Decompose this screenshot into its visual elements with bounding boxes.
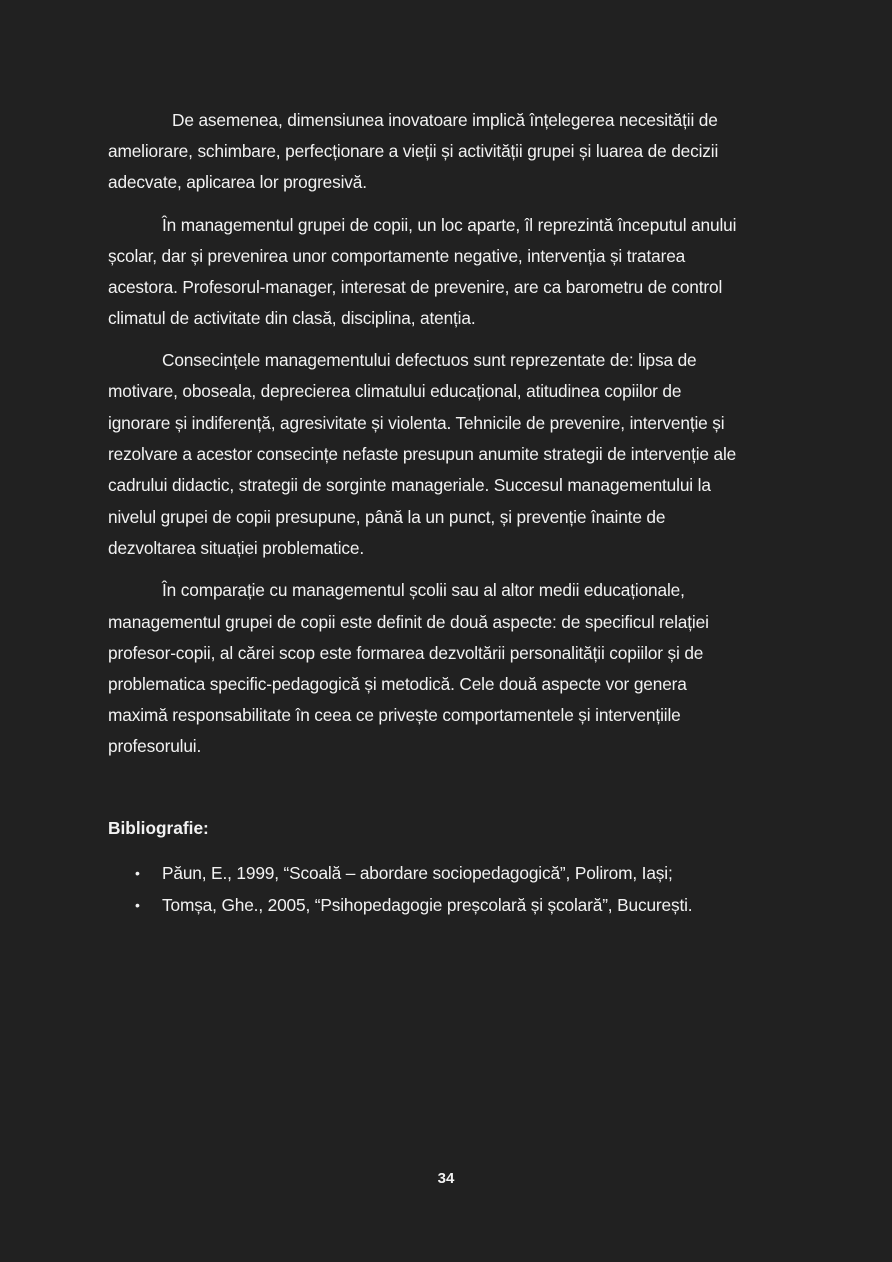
bibliography-heading: Bibliografie:: [108, 818, 209, 838]
bibliography-item: [135, 895, 692, 915]
paragraph-line: profesorului.: [108, 736, 202, 756]
paragraph-line: De asemenea, dimensiunea inovatoare implică înțelegerea necesității de: [172, 110, 718, 130]
paragraph-line: În comparație cu managementul școlii sau al altor medii educaționale,: [162, 580, 685, 600]
paragraph-line: adecvate, aplicarea lor progresivă.: [108, 172, 367, 192]
paragraph-line: Consecințele managementului defectuos sunt reprezentate de: lipsa de: [162, 350, 697, 370]
paragraph-line: dezvoltarea situației problematice.: [108, 538, 365, 558]
paragraph-line: rezolvare a acestor consecințe nefaste presupun anumite strategii de intervenție ale: [108, 444, 737, 464]
paragraph-line: acestora. Profesorul-manager, interesat de prevenire, are ca barometru de control: [108, 277, 723, 297]
paragraph-line: ameliorare, schimbare, perfecționare a vieții și activității grupei și luarea de decizii: [108, 141, 719, 161]
paragraph-line: managementul grupei de copii este definit de două aspecte: de specificul relației: [108, 612, 709, 632]
bibliography-item-text: Tomșa, Ghe., 2005, “Psihopedagogie preșcolară și școlară”, București.: [162, 895, 693, 915]
paragraph-line: profesor-copii, al cărei scop este formarea dezvoltării personalității copiilor și de: [108, 643, 704, 663]
bibliography-item-text: Păun, E., 1999, “Scoală – abordare sociopedagogică”, Polirom, Iași;: [162, 863, 673, 883]
page-number: 34: [437, 1170, 455, 1187]
bibliography-item: [135, 863, 673, 883]
paragraph-line: școlar, dar și prevenirea unor comportamente negative, intervenția și tratarea: [108, 246, 686, 266]
paragraph-line: maximă responsabilitate în ceea ce privește comportamentele și intervențiile: [108, 705, 681, 725]
paragraph-line: climatul de activitate din clasă, disciplina, atenția.: [108, 308, 476, 328]
paragraph-line: motivare, oboseala, deprecierea climatului educațional, atitudinea copiilor de: [108, 381, 682, 401]
bullet-icon: •: [135, 865, 140, 881]
paragraph-line: cadrului didactic, strategii de sorginte manageriale. Succesul managementului la: [108, 475, 711, 495]
paragraph-line: nivelul grupei de copii presupune, până la un punct, și prevenție înainte de: [108, 507, 666, 527]
paragraph-line: În managementul grupei de copii, un loc aparte, îl reprezintă începutul anului: [162, 215, 737, 235]
paragraph-line: problematica specific-pedagogică și metodică. Cele două aspecte vor genera: [108, 674, 687, 694]
bullet-icon: •: [135, 897, 140, 913]
paragraph-line: ignorare și indiferență, agresivitate și violenta. Tehnicile de prevenire, intervenție și: [108, 413, 725, 433]
